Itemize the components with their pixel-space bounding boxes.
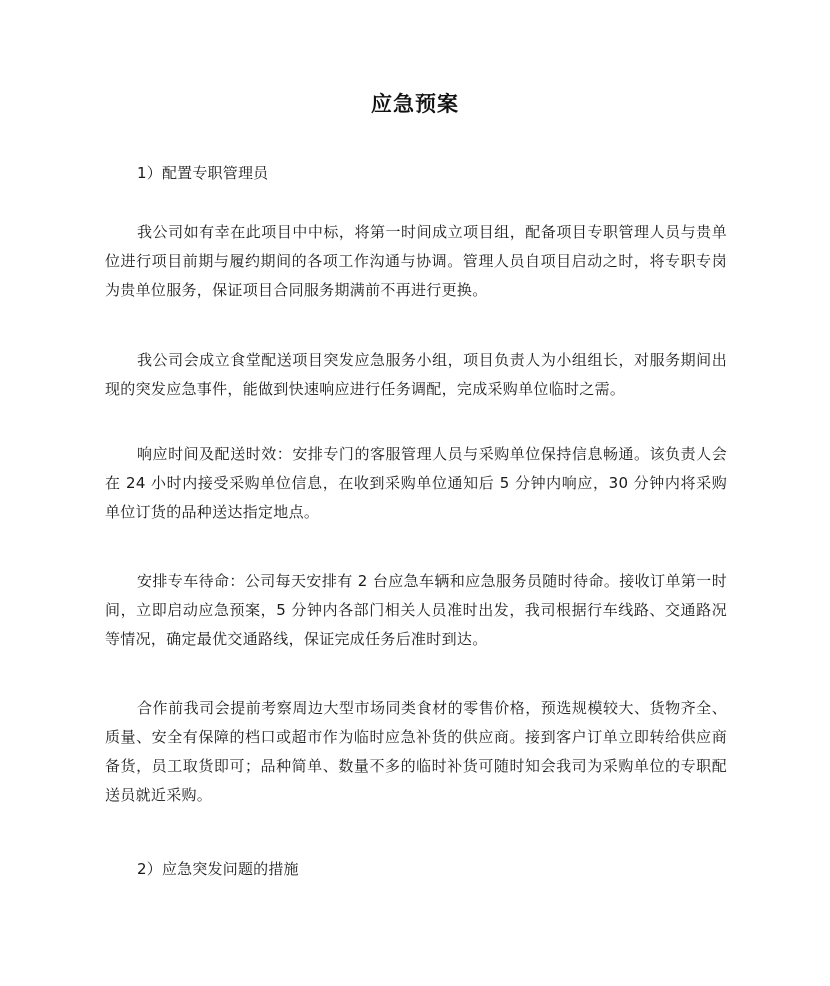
paragraph-emergency-group: 我公司会成立食堂配送项目突发应急服务小组，项目负责人为小组组长，对服务期间出现的突发应急事件，能做到快速响应进行任务调配，完成采购单位临时之需。 (105, 351, 727, 398)
page-title: 应急预案 (371, 92, 459, 116)
paragraph-response-time: 响应时间及配送时效：安排专门的客服管理人员与采购单位保持信息畅通。该负责人会在 24 小时内接受采购单位信息，在收到采购单位通知后 5 分钟内响应，30 分钟内将采购单位订货的品种送达指定地点。 (105, 445, 727, 521)
section-heading-measures: 2）应急突发问题的措施 (137, 860, 299, 878)
paragraph-standby-vehicles: 安排专车待命：公司每天安排有 2 台应急车辆和应急服务员随时待命。接收订单第一时间，立即启动应急预案，5 分钟内各部门相关人员准时出发，我司根据行车线路、交通路况等情况，确定最优交通路线，保证完成任务后准时到达。 (105, 572, 727, 648)
paragraph-backup-suppliers: 合作前我司会提前考察周边大型市场同类食材的零售价格，预选规模较大、货物齐全、质量、安全有保障的档口或超市作为临时应急补货的供应商。接到客户订单立即转给供应商备货，员工取货即可；品种简单、数量不多的临时补货可随时知会我司为采购单位的专职配送员就近采购。 (105, 699, 727, 804)
paragraph-project-team: 我公司如有幸在此项目中中标，将第一时间成立项目组，配备项目专职管理人员与贵单位进行项目前期与履约期间的各项工作沟通与协调。管理人员自项目启动之时，将专职专岗为贵单位服务，保证项目合同服务期满前不再进行更换。 (105, 223, 727, 299)
section-heading-staff: 1）配置专职管理员 (137, 164, 269, 182)
